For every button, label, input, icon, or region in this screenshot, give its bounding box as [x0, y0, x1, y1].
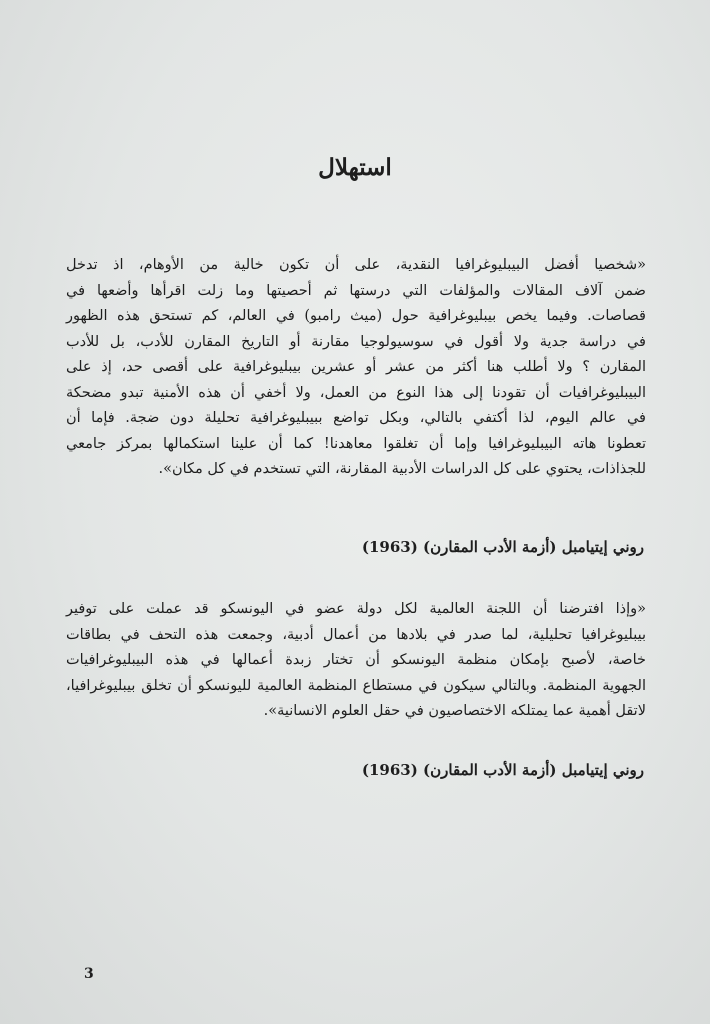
quote-line: في دراسة جدية ولا أقول في سوسيولوجيا مقارنة أو التاريخ المقارن للأدب، بل للأدب — [66, 333, 646, 350]
page-number: 3 — [84, 966, 94, 982]
quote-attribution-1: روني إيتيامبل (أزمة الأدب المقارن) (1963) — [361, 538, 644, 556]
quote-line: خاصة، لأصبح بإمكان منظمة اليونسكو أن تختار زبدة أعمالها في هذه البيبليوغرافيات — [66, 652, 646, 668]
quote-line: للجذاذات، يحتوي على كل الدراسات الأدبية المقارنة، التي تستخدم في كل مكان». — [158, 461, 646, 477]
page-title: استهلال — [318, 154, 392, 181]
quote-line: بيبليوغرافيا تحليلية، لما صدر في بلادها من أعمال أدبية، وجمعت هذه التحف في بطاقات — [66, 626, 646, 643]
quote-line: الجهوية المنظمة. وبالتالي سيكون في مستطاع المنظمة العالمية لليونسكو أن تخلق بيبليوغرافيا، — [66, 677, 646, 694]
quote-line: في عالم اليوم، لذا أكتفي بالتالي، وبكل تواضع ببيبليوغرافية تحليلة دون ضجة. فإما أن — [66, 410, 646, 426]
quote-line: تعطونا هاته البيبليوغرافيا وإما أن تغلقوا معاهدنا! كما أن علينا استكمالها بمركز جامعي — [66, 435, 646, 452]
quote-line: البيبليوغرافيات أن تقودنا إلى هذا النوع من العمل، ولا أخفي أن هذه الأمنية تبدو مضحكة — [66, 384, 646, 401]
quote-line: «وإذا افترضنا أن اللجنة العالمية لكل دولة عضو في اليونسكو قد عملت على توفير — [66, 601, 646, 617]
quote-attribution-2: روني إيتيامبل (أزمة الأدب المقارن) (1963) — [361, 761, 644, 779]
quote-paragraph-1 — [66, 253, 646, 483]
quote-line: ضمن آلاف المقالات والمؤلفات التي درستها ثم أحصيتها وما زلت اقرأها وأضعها في — [66, 282, 646, 299]
quote-line: لاتقل أهمية عما يمتلكه الاختصاصيون في حقل العلوم الانسانية». — [263, 703, 646, 719]
quote-line: «شخصيا أفضل البيبليوغرافيا النقدية، على أن تكون خالية من الأوهام، اذ تدخل — [66, 257, 646, 273]
quote-line: قصاصات. وفيما يخص بيبليوغرافية حول (ميث رامبو) في العالم، كم تستحق هذه الظهور — [66, 308, 646, 324]
quote-paragraph-2 — [66, 597, 646, 725]
quote-line: المقارن ؟ ولا أطلب هنا أكثر من عشر أو عشرين بيبليوغرافية على أقصى حد، إذ على — [66, 359, 646, 375]
